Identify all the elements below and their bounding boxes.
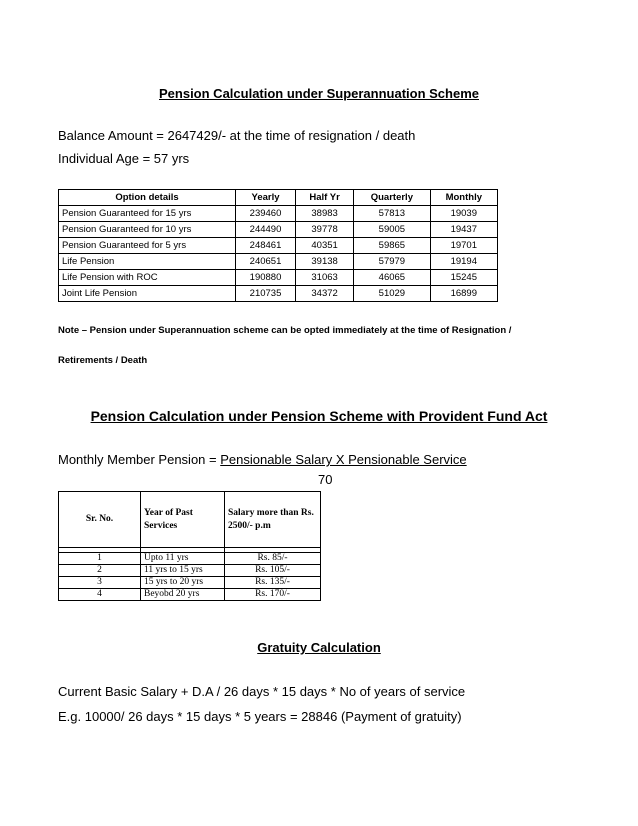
quarterly-cell: 59005 bbox=[354, 222, 430, 238]
half-yr-cell: 38983 bbox=[296, 206, 354, 222]
table-row bbox=[59, 565, 321, 577]
option-cell: Life Pension with ROC bbox=[59, 270, 236, 286]
pension-scheme-heading: Pension Calculation under Pension Scheme with Provident Fund Act bbox=[90, 408, 548, 424]
table-header-row bbox=[59, 492, 321, 548]
monthly-cell: 19039 bbox=[430, 206, 497, 222]
gratuity-example-line: E.g. 10000/ 26 days * 15 days * 5 years = 28846 (Payment of gratuity) bbox=[58, 709, 462, 724]
quarterly-cell: 46065 bbox=[354, 270, 430, 286]
superannuation-heading: Pension Calculation under Superannuation Scheme bbox=[159, 86, 479, 101]
formula-numerator: Pensionable Salary X Pensionable Service bbox=[220, 452, 467, 467]
salary-cell: Rs. 135/- bbox=[225, 577, 321, 589]
option-cell: Pension Guaranteed for 15 yrs bbox=[59, 206, 236, 222]
sr-no-cell: 1 bbox=[59, 553, 141, 565]
monthly-cell: 16899 bbox=[430, 286, 497, 302]
col-salary-more-than: Salary more than Rs. 2500/- p.m bbox=[225, 492, 321, 548]
service-cell: Beyobd 20 yrs bbox=[141, 589, 225, 601]
note-line-1: Note – Pension under Superannuation scheme can be opted immediately at the time of Resignation / bbox=[58, 325, 512, 336]
gratuity-formula-line: Current Basic Salary + D.A / 26 days * 15 days * No of years of service bbox=[58, 684, 466, 699]
half-yr-cell: 39778 bbox=[296, 222, 354, 238]
col-yearly: Yearly bbox=[236, 190, 296, 206]
service-cell: 11 yrs to 15 yrs bbox=[141, 565, 225, 577]
option-cell: Joint Life Pension bbox=[59, 286, 236, 302]
half-yr-cell: 39138 bbox=[296, 254, 354, 270]
table-row bbox=[59, 206, 498, 222]
table-row bbox=[59, 577, 321, 589]
quarterly-cell: 57979 bbox=[354, 254, 430, 270]
col-half-yr: Half Yr bbox=[296, 190, 354, 206]
service-cell: 15 yrs to 20 yrs bbox=[141, 577, 225, 589]
yearly-cell: 239460 bbox=[236, 206, 296, 222]
monthly-pension-formula bbox=[58, 452, 467, 467]
quarterly-cell: 51029 bbox=[354, 286, 430, 302]
quarterly-cell: 57813 bbox=[354, 206, 430, 222]
half-yr-cell: 40351 bbox=[296, 238, 354, 254]
table-row bbox=[59, 286, 498, 302]
salary-cell: Rs. 170/- bbox=[225, 589, 321, 601]
individual-age-line: Individual Age = 57 yrs bbox=[58, 151, 190, 166]
option-cell: Pension Guaranteed for 10 yrs bbox=[59, 222, 236, 238]
table-row bbox=[59, 222, 498, 238]
note-line-2: Retirements / Death bbox=[58, 355, 148, 366]
sr-no-cell: 4 bbox=[59, 589, 141, 601]
yearly-cell: 248461 bbox=[236, 238, 296, 254]
superannuation-table bbox=[58, 189, 498, 302]
salary-cell: Rs. 85/- bbox=[225, 553, 321, 565]
formula-denominator: 70 bbox=[318, 472, 333, 487]
yearly-cell: 190880 bbox=[236, 270, 296, 286]
col-quarterly: Quarterly bbox=[354, 190, 430, 206]
quarterly-cell: 59865 bbox=[354, 238, 430, 254]
monthly-cell: 19437 bbox=[430, 222, 497, 238]
monthly-cell: 19194 bbox=[430, 254, 497, 270]
option-cell: Pension Guaranteed for 5 yrs bbox=[59, 238, 236, 254]
yearly-cell: 240651 bbox=[236, 254, 296, 270]
pension-service-table bbox=[58, 491, 321, 601]
table-row bbox=[59, 238, 498, 254]
col-option-details: Option details bbox=[59, 190, 236, 206]
balance-amount-line: Balance Amount = 2647429/- at the time of resignation / death bbox=[58, 128, 416, 143]
monthly-cell: 15245 bbox=[430, 270, 497, 286]
half-yr-cell: 34372 bbox=[296, 286, 354, 302]
gratuity-heading: Gratuity Calculation bbox=[257, 640, 381, 655]
yearly-cell: 210735 bbox=[236, 286, 296, 302]
table-row bbox=[59, 589, 321, 601]
monthly-cell: 19701 bbox=[430, 238, 497, 254]
service-cell: Upto 11 yrs bbox=[141, 553, 225, 565]
salary-cell: Rs. 105/- bbox=[225, 565, 321, 577]
sr-no-cell: 3 bbox=[59, 577, 141, 589]
table-row bbox=[59, 553, 321, 565]
yearly-cell: 244490 bbox=[236, 222, 296, 238]
col-monthly: Monthly bbox=[430, 190, 497, 206]
col-year-of-past-services: Year of Past Services bbox=[141, 492, 225, 548]
sr-no-cell: 2 bbox=[59, 565, 141, 577]
col-sr-no: Sr. No. bbox=[59, 492, 141, 548]
half-yr-cell: 31063 bbox=[296, 270, 354, 286]
formula-prefix: Monthly Member Pension = bbox=[58, 452, 221, 467]
table-row bbox=[59, 254, 498, 270]
table-row bbox=[59, 270, 498, 286]
option-cell: Life Pension bbox=[59, 254, 236, 270]
table-header-row bbox=[59, 190, 498, 206]
